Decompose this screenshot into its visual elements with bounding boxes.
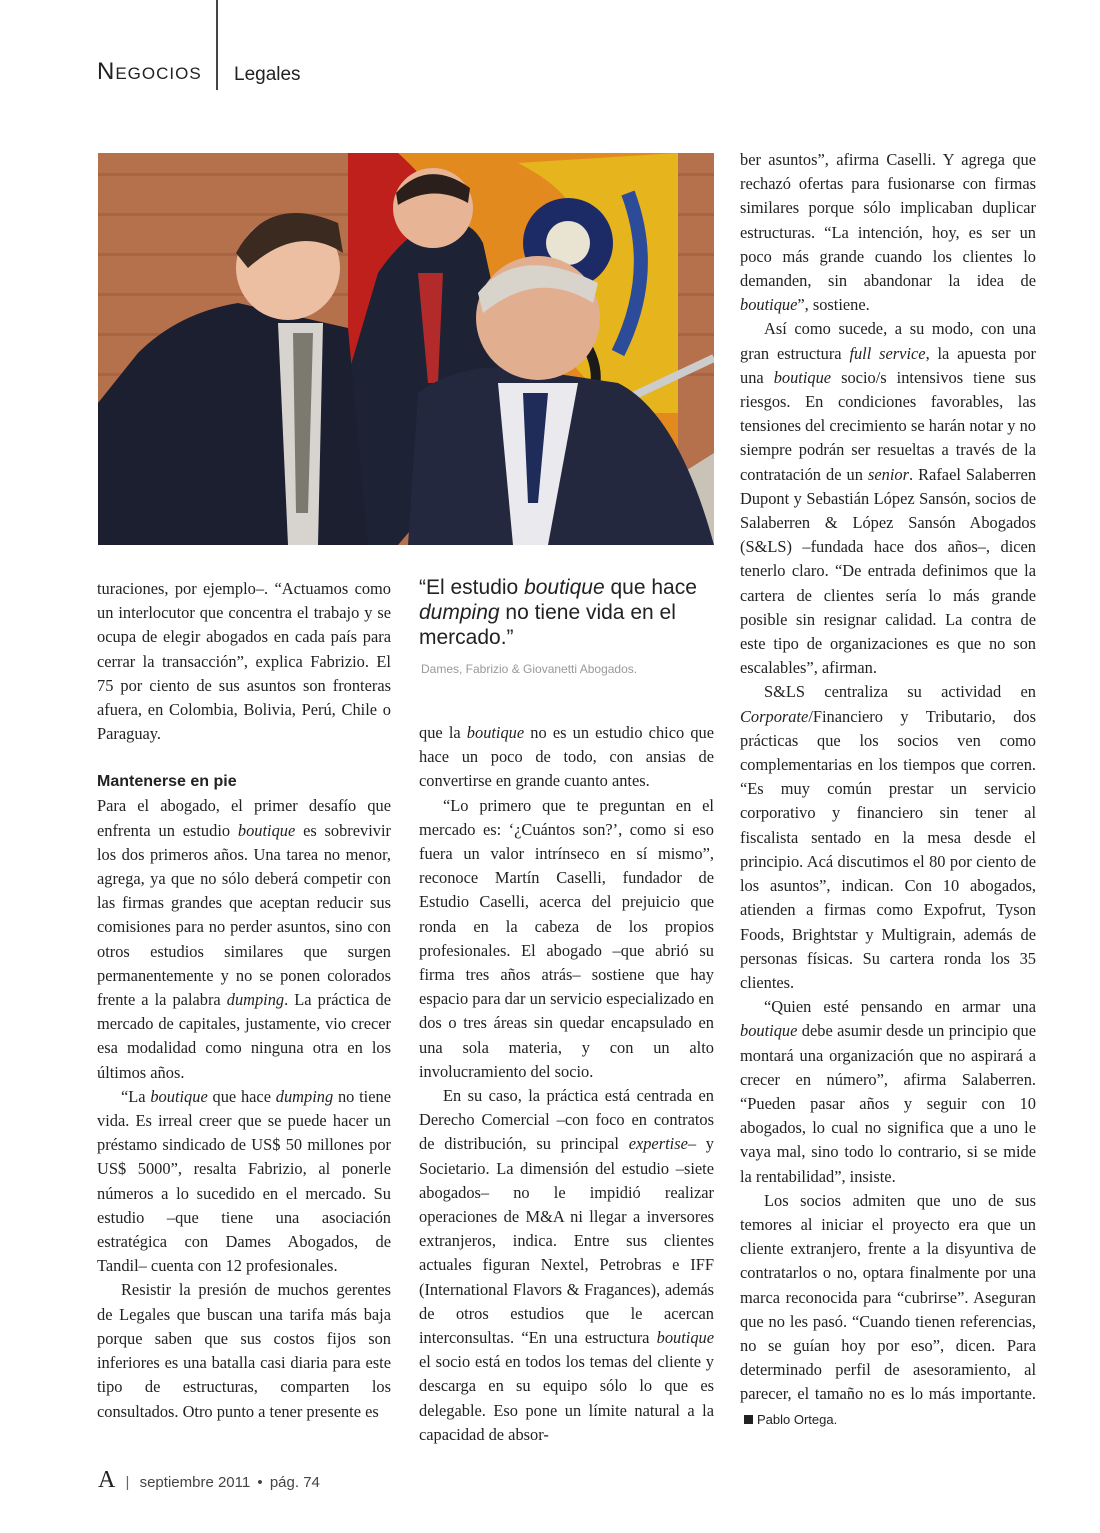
page-number: pág. 74 (269, 1474, 320, 1491)
article-column-3 (740, 148, 1036, 1432)
paragraph: Para el abogado, el primer desafío que enfrenta un estudio boutique es sobrevivir los dos primeros años. Una tarea no menor, agrega, ya que no sólo deberá competir con las firmas grandes que aceptan reducir sus comisiones para no perder asuntos, sino con otros estudios similares que surgen permanentemente y no se ponen colorados frente a la palabra dumping. La práctica de mercado de capitales, justamente, vio crecer esa modalidad como ninguna otra en los últimos años. (97, 796, 392, 1082)
article-column-1 (97, 577, 391, 1424)
paragraph: “Lo primero que te preguntan en el mercado es: ‘¿Cuántos son?’, como si eso fuera un valor intrínseco en sí mismo”, reconoce Martín Caselli, fundador de Estudio Caselli, acerca del prejuicio que ronda en la cabeza de los propios profesionales. El abogado –que abrió su firma tres años atrás– sostiene que hay espacio para dar un servicio especializado en dos o tres áreas sin quedar encapsulado en una sola materia, y con un alto involucramiento del socio. (419, 795, 714, 1081)
pull-quote: “El estudio boutique que hace dumping no tiene vida en el mercado.” (419, 576, 697, 649)
section-heading: Mantenerse en pie (97, 773, 237, 791)
end-mark-icon (744, 1415, 753, 1424)
article-photo (98, 153, 714, 545)
paragraph: Los socios admiten que uno de sus temores al iniciar el proyecto era que un cliente extranjero, frente a la disyuntiva de contratarlos o no, optara finalmente por una marca reconocida para “cubrirse”. Aseguran que no les pasó. “Cuando tienen referencias, no se guían hoy por eso”, dicen. Para determinado perfil de asesoramiento, al parecer, el tamaño no es lo más importante.Pablo Ortega. (740, 1190, 1036, 1427)
paragraph: Así como sucede, a su modo, con una gran estructura full service, la apuesta por una boutique socio/s intensivos tiene sus riesgos. En condiciones favorables, las tensiones del crecimiento se harán notar y no siempre podrán ser resueltas a través de la contratación de un senior. Rafael Salaberren Dupont y Sebastián López Sansón, socios de Salaberren & López Sansón Abogados (S&LS) –fundada hace dos años–, dicen tenerlo claro. “De entrada definimos que la cartera de clientes sería lo más grande posible sin resignar calidad. La contra de este tipo de organizaciones es que no son escalables”, afirman. (740, 319, 1037, 678)
issue-date: septiembre 2011 (139, 1474, 251, 1491)
paragraph: Resistir la presión de muchos gerentes de Legales que buscan una tarifa más baja porque saben que sus costos fijos son inferiores es una batalla casi diaria para este tipo de estructuras, comparten los consultados. Otro punto a tener presente es (97, 1280, 391, 1421)
paragraph: En su caso, la práctica está centrada en Derecho Comercial –con foco en contratos de distribución, su principal expertise– y Societario. La dimensión del estudio –siete abogados– no le impidió realizar operaciones de M&A ni llegar a inversores extranjeros, indica. Entre sus clientes actuales figuran Nextel, Petrobras e IFF (International Flavors & Fragances), además de otros estudios que le acercan interconsultas. “En una estructura boutique el socio está en todos los temas del cliente y descarga en su equipo sólo lo que es delegable. Eso pone un límite natural a la capacidad de absor- (419, 1086, 714, 1444)
section-title: Negocios (97, 58, 202, 85)
paragraph: turaciones, por ejemplo–. “Actuamos como un interlocutor que concentra el trabajo y se ocupa de elegir abogados en cada país para cerrar la transacción”, explica Fabrizio. El 75 por ciento de sus asuntos son fronteras afuera, en Colombia, Bolivia, Perú, Chile o Paraguay. (97, 579, 391, 744)
page-footer: A | septiembre 2011 • pág. 74 (98, 1467, 320, 1493)
paragraph: “La boutique que hace dumping no tiene vida. Es irreal creer que se puede hacer un préstamo sindicado de US$ 50 millones por US$ 5000”, resalta Fabrizio, al ponerle números a lo sucedido en el mercado. Su estudio –que tiene una asociación estratégica con Dames Abogados, de Tandil– cuenta con 12 profesionales. (97, 1086, 391, 1276)
paragraph: que la boutique no es un estudio chico que hace un poco de todo, con ansias de convertirse en grande cuanto antes. (419, 723, 714, 791)
article-column-2 (419, 721, 714, 1447)
header-rule (216, 0, 218, 90)
paragraph: S&LS centraliza su actividad en Corporate/Financiero y Tributario, dos prácticas que los socios ven como complementarias en los tiempos que corren. “Es muy común prestar un servicio corporativo y financiero sin tener al fiscalista sentado en la mesa desde el principio. Acá discutimos el 80 por ciento de los asuntos”, indican. Con 10 abogados, atienden a firmas como Expofrut, Tyson Foods, Brightstar y Multigrain, además de personas físicas. Su cartera ronda los 35 clientes. (740, 682, 1036, 992)
paragraph: ber asuntos”, afirma Caselli. Y agrega que rechazó ofertas para fusionarse con firmas similares porque sólo implicaban duplicar estructuras. “La intención, hoy, es ser un poco más grande cuando los clientes lo demanden, sin abandonar la idea de boutique”, sostiene. (740, 150, 1036, 315)
paragraph: “Quien esté pensando en armar una boutique debe asumir desde un principio que montará una organización que no aspirará a crecer en número”, afirma Salaberren. “Pueden pasar años y seguir con 10 abogados, lo cual no significa que a uno le vaya mal, sino todo lo contrario, si se mide la rentabilidad”, insiste. (740, 997, 1036, 1186)
magazine-letter: A (98, 1467, 116, 1493)
subsection-title: Legales (234, 64, 301, 85)
pull-quote-source: Dames, Fabrizio & Giovanetti Abogados. (421, 662, 638, 676)
author-signature: Pablo Ortega. (757, 1411, 838, 1427)
